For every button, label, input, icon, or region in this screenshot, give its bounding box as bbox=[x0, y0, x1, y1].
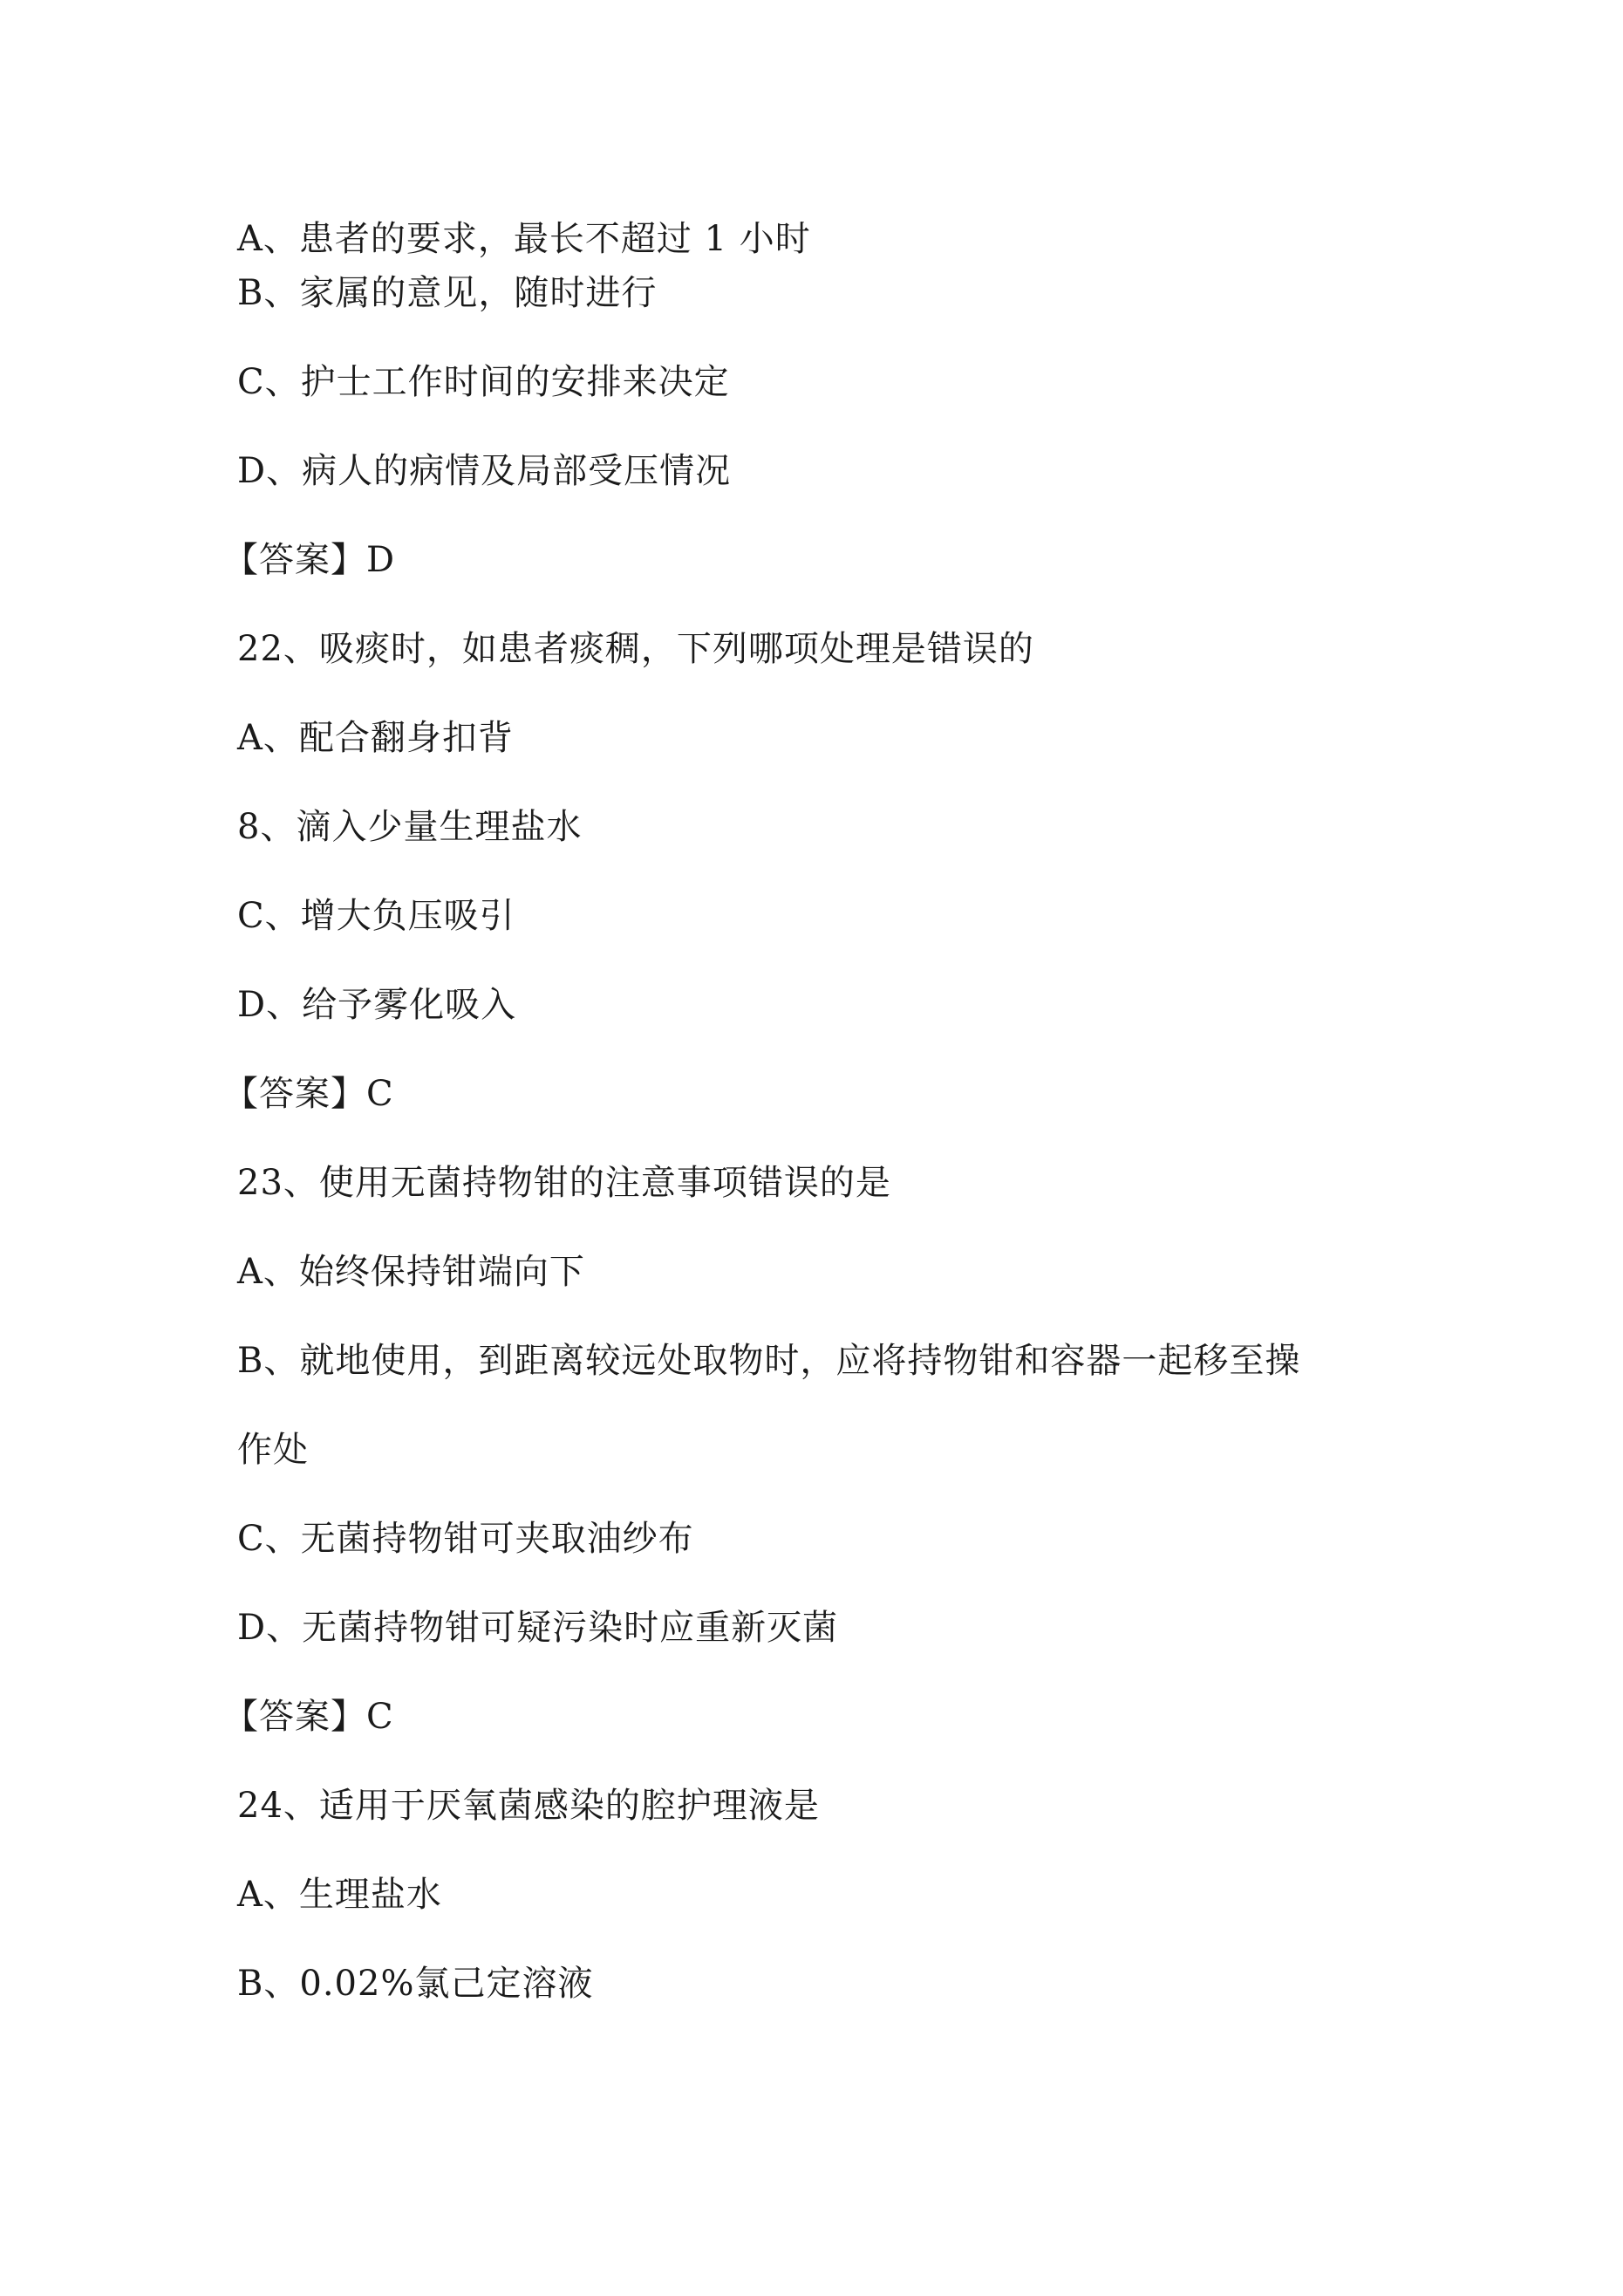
option-line: D、无菌持物钳可疑污染时应重新灭菌 bbox=[237, 1608, 839, 1648]
option-continuation-line: 作处 bbox=[237, 1430, 309, 1470]
answer-line: 【答案】C bbox=[223, 1074, 394, 1114]
question-line: 24、适用于厌氧菌感染的腔护理液是 bbox=[237, 1786, 820, 1826]
option-line: B、家属的意见，随时进行 bbox=[237, 273, 658, 313]
option-line: A、配合翻身扣背 bbox=[237, 718, 514, 758]
option-line: D、病人的病情及局部受压情况 bbox=[237, 451, 732, 491]
option-line: A、始终保持钳端向下 bbox=[237, 1252, 585, 1292]
answer-line: 【答案】C bbox=[223, 1697, 394, 1737]
option-line: C、无菌持物钳可夹取油纱布 bbox=[237, 1519, 694, 1559]
option-line: A、患者的要求，最长不超过 1 小时 bbox=[237, 219, 811, 259]
option-line: B、0.02%氯己定溶液 bbox=[237, 1964, 594, 2004]
option-line: D、给予雾化吸入 bbox=[237, 985, 517, 1025]
option-line: A、生理盐水 bbox=[237, 1875, 442, 1915]
option-line: C、增大负压吸引 bbox=[237, 896, 515, 936]
option-line: C、护士工作时间的安排来决定 bbox=[237, 362, 730, 402]
option-line: 8、滴入少量生理盐水 bbox=[237, 807, 583, 847]
question-line: 22、吸痰时，如患者痰稠，下列哪项处理是错误的 bbox=[237, 629, 1034, 669]
option-line: B、就地使用，到距离较远处取物时，应将持物钳和容器一起移至操 bbox=[237, 1341, 1301, 1381]
question-line: 23、使用无菌持物钳的注意事项错误的是 bbox=[237, 1163, 891, 1203]
answer-line: 【答案】D bbox=[223, 540, 396, 580]
